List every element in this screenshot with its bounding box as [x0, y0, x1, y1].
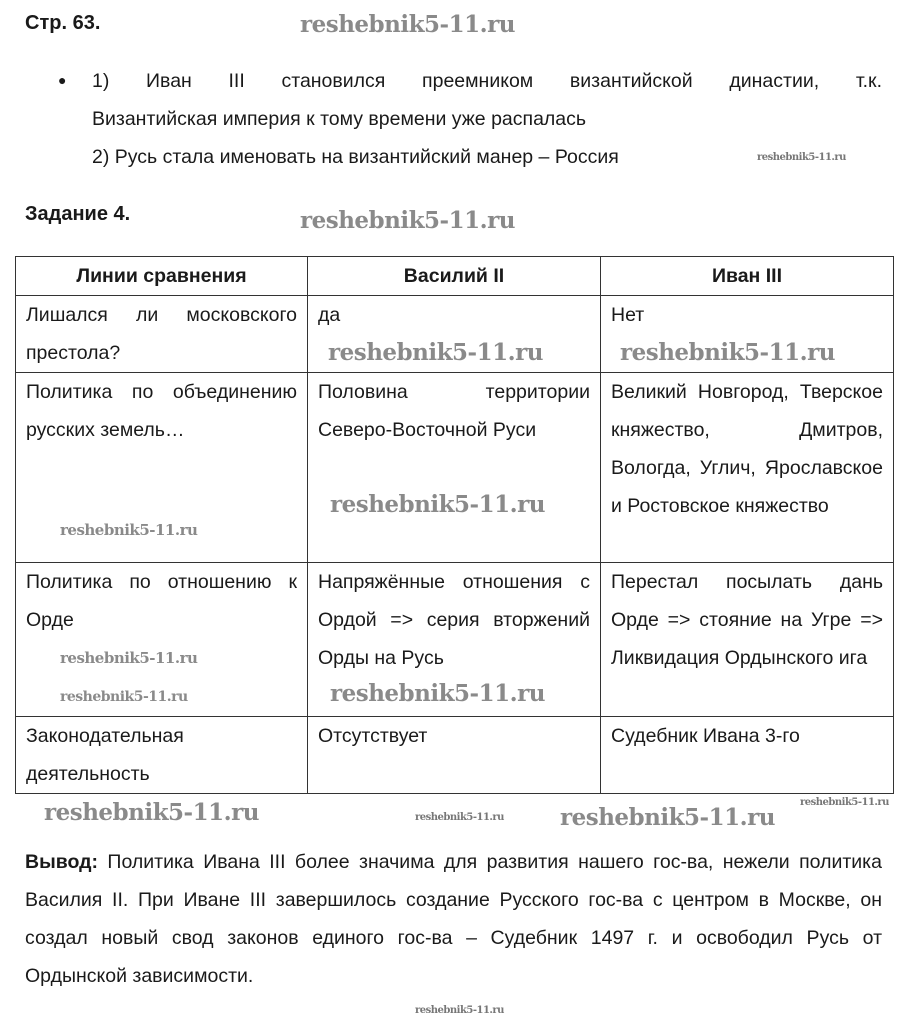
watermark: reshebnik5-11.ru — [60, 649, 198, 667]
table-cell: Судебник Ивана 3-го — [601, 717, 894, 794]
table-cell: да — [308, 296, 601, 373]
table-cell: Законодательная деятельность — [16, 717, 308, 794]
table-header: Иван III — [601, 257, 894, 296]
watermark: reshebnik5-11.ru — [800, 797, 889, 808]
watermark: reshebnik5-11.ru — [300, 207, 515, 234]
table-header: Василий II — [308, 257, 601, 296]
table-cell: Политика по отношению к Орде — [16, 563, 308, 717]
watermark: reshebnik5-11.ru — [330, 680, 545, 707]
table-cell: Политика по объединению русских земель… — [16, 373, 308, 563]
watermark: reshebnik5-11.ru — [757, 152, 846, 163]
table-cell: Напряжённые отношения с Ордой => серия вторжений Орды на Русь — [308, 563, 601, 717]
watermark: reshebnik5-11.ru — [328, 339, 543, 366]
watermark: reshebnik5-11.ru — [620, 339, 835, 366]
table-cell: Нет — [601, 296, 894, 373]
watermark: reshebnik5-11.ru — [60, 521, 198, 539]
table-cell: Великий Новгород, Тверское княжество, Дмитров, Вологда, Углич, Ярославское и Ростовское княжество — [601, 373, 894, 563]
conclusion — [25, 843, 882, 995]
table-cell: Половина территории Северо-Восточной Руси — [308, 373, 601, 563]
watermark: reshebnik5-11.ru — [330, 491, 545, 518]
table-cell: Перестал посылать дань Орде => стояние на Угре => Ликвидация Ордынского ига — [601, 563, 894, 717]
conclusion-label: Вывод: — [25, 851, 98, 873]
conclusion-text: Политика Ивана III более значима для развития нашего гос-ва, нежели политика Василия II. При Иване III завершилось создание Русского гос-ва с центром в Москве, он создал новый свод законов единого гос-ва – Судебник 1497 г. и освободил Русь от Ордынской зависимости. — [25, 851, 882, 987]
list-item-1-line-1: 1) Иван III становился преемником византийской династии, т.к. — [92, 70, 882, 92]
bullet-icon: ● — [58, 72, 67, 88]
table-header: Линии сравнения — [16, 257, 308, 296]
table-header-row — [16, 257, 894, 296]
watermark: reshebnik5-11.ru — [44, 799, 259, 826]
watermark: reshebnik5-11.ru — [415, 1005, 504, 1016]
table-cell: Лишался ли московского престола? — [16, 296, 308, 373]
table-cell: Отсутствует — [308, 717, 601, 794]
watermark: reshebnik5-11.ru — [415, 812, 504, 823]
watermark: reshebnik5-11.ru — [300, 11, 515, 38]
task-title: Задание 4. — [25, 203, 131, 225]
table-row — [16, 717, 894, 794]
watermark: reshebnik5-11.ru — [560, 804, 775, 831]
watermark: reshebnik5-11.ru — [60, 689, 188, 705]
list-item-2: 2) Русь стала именовать на византийский манер – Россия — [92, 146, 619, 168]
list-item-1-line-2: Византийская империя к тому времени уже распалась — [92, 108, 587, 130]
page-label: Стр. 63. — [25, 12, 101, 34]
